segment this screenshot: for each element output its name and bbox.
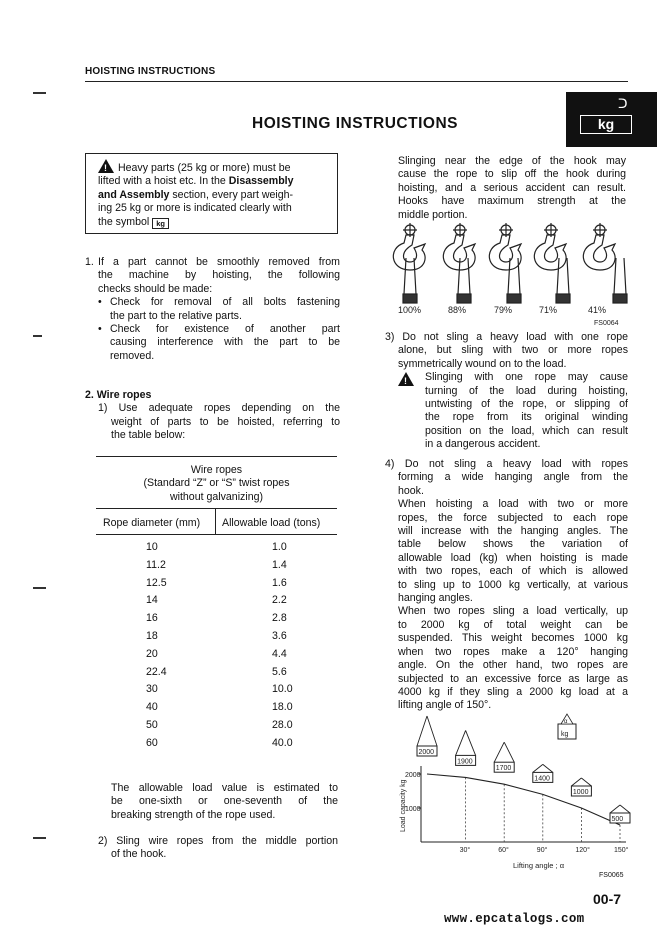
allowable-load-cell: 4.4 xyxy=(272,647,287,660)
paragraph-text: Slinging near the edge of the hook may xyxy=(398,155,626,167)
item-text: to 2000 kg of total weight can be xyxy=(398,618,628,631)
warning-text: in a dangerous accident. xyxy=(425,438,541,451)
col-header-load: Allowable load (tons) xyxy=(222,517,321,529)
item-text: will increase with the hanging angles. The xyxy=(398,525,628,538)
item-text: 3) Do not sling a heavy load with one rope xyxy=(385,331,628,343)
load-value-label: 500 xyxy=(611,816,624,823)
hook-strength-label: 71% xyxy=(539,305,558,315)
load-value-label: 1900 xyxy=(457,758,473,766)
kg-badge-label: kg xyxy=(580,115,632,134)
rope-diameter-cell: 14 xyxy=(146,594,158,607)
hook-strength-label: 88% xyxy=(448,305,467,315)
item-number: 1. xyxy=(85,256,94,268)
note-text: breaking strength of the rope used. xyxy=(111,808,276,821)
item-text: lifting angle of 150°. xyxy=(398,699,492,712)
rope-diameter-cell: 10 xyxy=(146,541,158,553)
alpha-symbol: α xyxy=(564,719,568,725)
warning-icon xyxy=(98,159,114,173)
hook-strength-label: 100% xyxy=(398,305,422,315)
load-curve xyxy=(427,774,620,825)
x-axis-label: Lifting angle ; α xyxy=(513,861,565,870)
load-value-label: 1700 xyxy=(495,765,512,773)
rope-diameter-cell: 60 xyxy=(146,736,158,749)
running-header: HOISTING INSTRUCTIONS xyxy=(85,66,216,77)
warning-bold: Disassembly xyxy=(228,175,294,188)
hook-icon xyxy=(443,223,475,303)
item-text: suspended. This weight becomes 1000 kg xyxy=(398,632,628,645)
table-divider xyxy=(215,509,216,534)
figure-code: FS0065 xyxy=(599,872,624,879)
y-axis-label: Load capacity kg xyxy=(400,779,407,832)
bullet-item: • Check for existence of another part xyxy=(98,323,340,336)
allowable-load-cell: 10.0 xyxy=(272,683,293,696)
item-text: When hoisting a load with two or more xyxy=(398,498,628,511)
y-tick-label: 1000 xyxy=(405,806,421,813)
item-text: 2) Sling wire ropes from the middle portion xyxy=(98,835,338,847)
allowable-load-cell: 2.2 xyxy=(272,594,287,607)
header-rule xyxy=(85,81,628,82)
y-tick-label: 2000 xyxy=(405,772,421,779)
allowable-load-cell: 1.0 xyxy=(272,541,287,553)
item-text: when two ropes make a 120° hanging xyxy=(398,645,628,658)
warning-text: turning of the load during hoisting, xyxy=(425,384,628,397)
warning-box xyxy=(85,153,338,234)
sling-rope xyxy=(456,730,476,755)
item-text: the machine by hoisting, the following xyxy=(98,269,340,282)
sling-rope xyxy=(417,716,437,746)
item-text: of the hook. xyxy=(111,848,167,861)
x-tick-label: 30° xyxy=(459,847,471,854)
item-text: When two ropes sling a load vertically, up xyxy=(398,605,628,618)
warning-text: the symbol xyxy=(98,215,150,228)
table-note xyxy=(111,782,338,822)
item-text: 4000 kg if they sling a 2000 kg load at a xyxy=(398,685,628,698)
item-3 xyxy=(385,331,628,452)
sling-rope xyxy=(533,764,553,772)
sling-rope xyxy=(494,742,514,762)
margin-mark xyxy=(33,837,46,839)
paragraph-text: hoisting, and a serious accident can result. xyxy=(398,181,626,194)
item-text: to sling up to 1000 kg vertically, at various xyxy=(398,578,628,591)
paragraph-text: cause the rope to slip off the hook during xyxy=(398,168,626,181)
sling-rope xyxy=(610,805,630,813)
section-heading: 2. Wire ropes xyxy=(85,389,152,401)
item-text: checks should be made: xyxy=(98,282,213,295)
x-tick-label: 60° xyxy=(498,847,509,854)
hooks-illustration xyxy=(388,218,633,330)
warning-text: ing 25 kg or more is indicated clearly with xyxy=(98,202,292,215)
item-text: forming a wide hanging angle from the xyxy=(398,471,628,484)
table-rule xyxy=(96,534,337,535)
x-tick-label: 120° xyxy=(575,847,590,854)
rope-diameter-cell: 18 xyxy=(146,630,158,642)
item-text: allowable load (kg) when hoisting is made xyxy=(398,551,628,564)
rope-diameter-cell: 12.5 xyxy=(146,576,167,589)
margin-mark xyxy=(33,335,42,337)
allowable-load-cell: 28.0 xyxy=(272,719,293,731)
allowable-load-cell: 3.6 xyxy=(272,630,287,642)
hook-icon: ᑐ xyxy=(618,96,628,111)
warning-text: the rope from its original winding xyxy=(425,411,628,424)
sling-rope xyxy=(571,778,591,786)
item-text: 1) Use adequate ropes depending on the xyxy=(98,402,340,415)
allowable-load-cell: 2.8 xyxy=(272,612,287,625)
item-1 xyxy=(85,256,340,363)
caption-line: (Standard “Z” or “S” twist ropes xyxy=(143,477,290,490)
rope-diameter-cell: 50 xyxy=(146,719,158,731)
allowable-load-cell: 40.0 xyxy=(272,736,293,749)
item-text: weight of parts to be hoisted, referring to xyxy=(111,415,340,428)
kg-symbol-icon: kg xyxy=(152,218,169,229)
hook-strength-label: 79% xyxy=(494,305,513,315)
item-text: alone, but sling with two or more ropes xyxy=(398,344,628,357)
warning-text: position on the load, which can result xyxy=(425,424,628,437)
caption-line: Wire ropes xyxy=(190,464,243,476)
load-value-label: 2000 xyxy=(418,749,435,756)
item-text: ropes, the force subjected to each rope xyxy=(398,511,628,524)
x-tick-label: 150° xyxy=(614,847,629,854)
rope-diameter-cell: 40 xyxy=(146,701,158,714)
rope-diameter-cell: 20 xyxy=(146,647,158,660)
margin-mark xyxy=(33,587,46,589)
item-2 xyxy=(85,389,340,443)
rope-diameter-cell: 30 xyxy=(146,683,158,696)
rope-diameter-cell: 16 xyxy=(146,612,158,625)
allowable-load-cell: 18.0 xyxy=(272,701,293,714)
hook-icon xyxy=(583,223,627,303)
warning-text: Heavy parts (25 kg or more) must be xyxy=(118,162,291,174)
item-text: subjected to an excessive force as large as xyxy=(398,672,628,685)
allowable-load-cell: 1.4 xyxy=(272,558,287,571)
right-intro xyxy=(398,155,626,222)
bullet-item: • Check for removal of all bolts fastening xyxy=(98,296,340,309)
load-value-label: 1000 xyxy=(572,789,589,796)
allowable-load-cell: 1.6 xyxy=(272,576,287,589)
item-text: If a part cannot be smoothly removed from xyxy=(98,256,340,268)
figure-code: FS0064 xyxy=(594,320,619,327)
item-text: symmetrically wound on to the load. xyxy=(398,357,567,370)
load-value-label: 1400 xyxy=(534,775,550,783)
hook-strength-label: 41% xyxy=(588,305,607,315)
bullet-item: causing interference with the part to be xyxy=(110,336,340,349)
page-number: 00-7 xyxy=(593,891,622,907)
warning-bold: and Assembly xyxy=(98,188,170,201)
kg-badge xyxy=(566,92,657,147)
hook-icon xyxy=(534,223,570,303)
item-text: hanging angles. xyxy=(398,592,473,605)
load-capacity-chart xyxy=(395,710,635,880)
hook-icon xyxy=(489,223,521,303)
kg-symbol-label: kg xyxy=(561,731,569,738)
table-rule xyxy=(96,508,337,509)
warning-text: lifted with a hoist etc. In the xyxy=(98,175,229,188)
item-text: table below shows the variation of xyxy=(398,538,628,551)
rope-diameter-cell: 22.4 xyxy=(146,665,167,678)
page-title: HOISTING INSTRUCTIONS xyxy=(252,115,458,132)
item-text: 4) Do not sling a heavy load with ropes xyxy=(385,458,628,470)
bullet-item: removed. xyxy=(110,349,155,362)
note-text: The allowable load value is estimated to xyxy=(111,782,338,794)
paragraph-text: Hooks have maximum strength at the xyxy=(398,195,626,208)
table-caption xyxy=(96,464,337,504)
item-4 xyxy=(385,458,628,713)
x-tick-label: 90° xyxy=(536,847,548,854)
hook-icon xyxy=(393,223,425,303)
warning-text: untwisting of the rope, or slipping of xyxy=(425,398,628,411)
note-text: be one-sixth or one-seventh of the xyxy=(111,795,338,808)
paragraph-text: middle portion. xyxy=(398,208,468,221)
col-header-diameter: Rope diameter (mm) xyxy=(103,517,201,529)
caption-line: without galvanizing) xyxy=(169,490,264,503)
item-2-2 xyxy=(98,835,338,862)
allowable-load-cell: 5.6 xyxy=(272,665,287,678)
warning-text: section, every part weigh- xyxy=(169,188,294,201)
warning-text: Slinging with one rope may cause xyxy=(425,371,628,384)
item-text: angle. On the other hand, two ropes are xyxy=(398,659,628,672)
item-text: the table below: xyxy=(111,429,186,442)
bullet-item: the part to the relative parts. xyxy=(110,309,242,322)
watermark-url: www.epcatalogs.com xyxy=(444,912,585,926)
item-text: hook. xyxy=(398,484,424,497)
table-top-rule xyxy=(96,456,337,457)
rope-diameter-cell: 11.2 xyxy=(146,558,166,571)
margin-mark xyxy=(33,92,46,94)
item-text: with two ropes, each of which is allowed xyxy=(398,565,628,578)
warning-icon xyxy=(398,372,414,386)
